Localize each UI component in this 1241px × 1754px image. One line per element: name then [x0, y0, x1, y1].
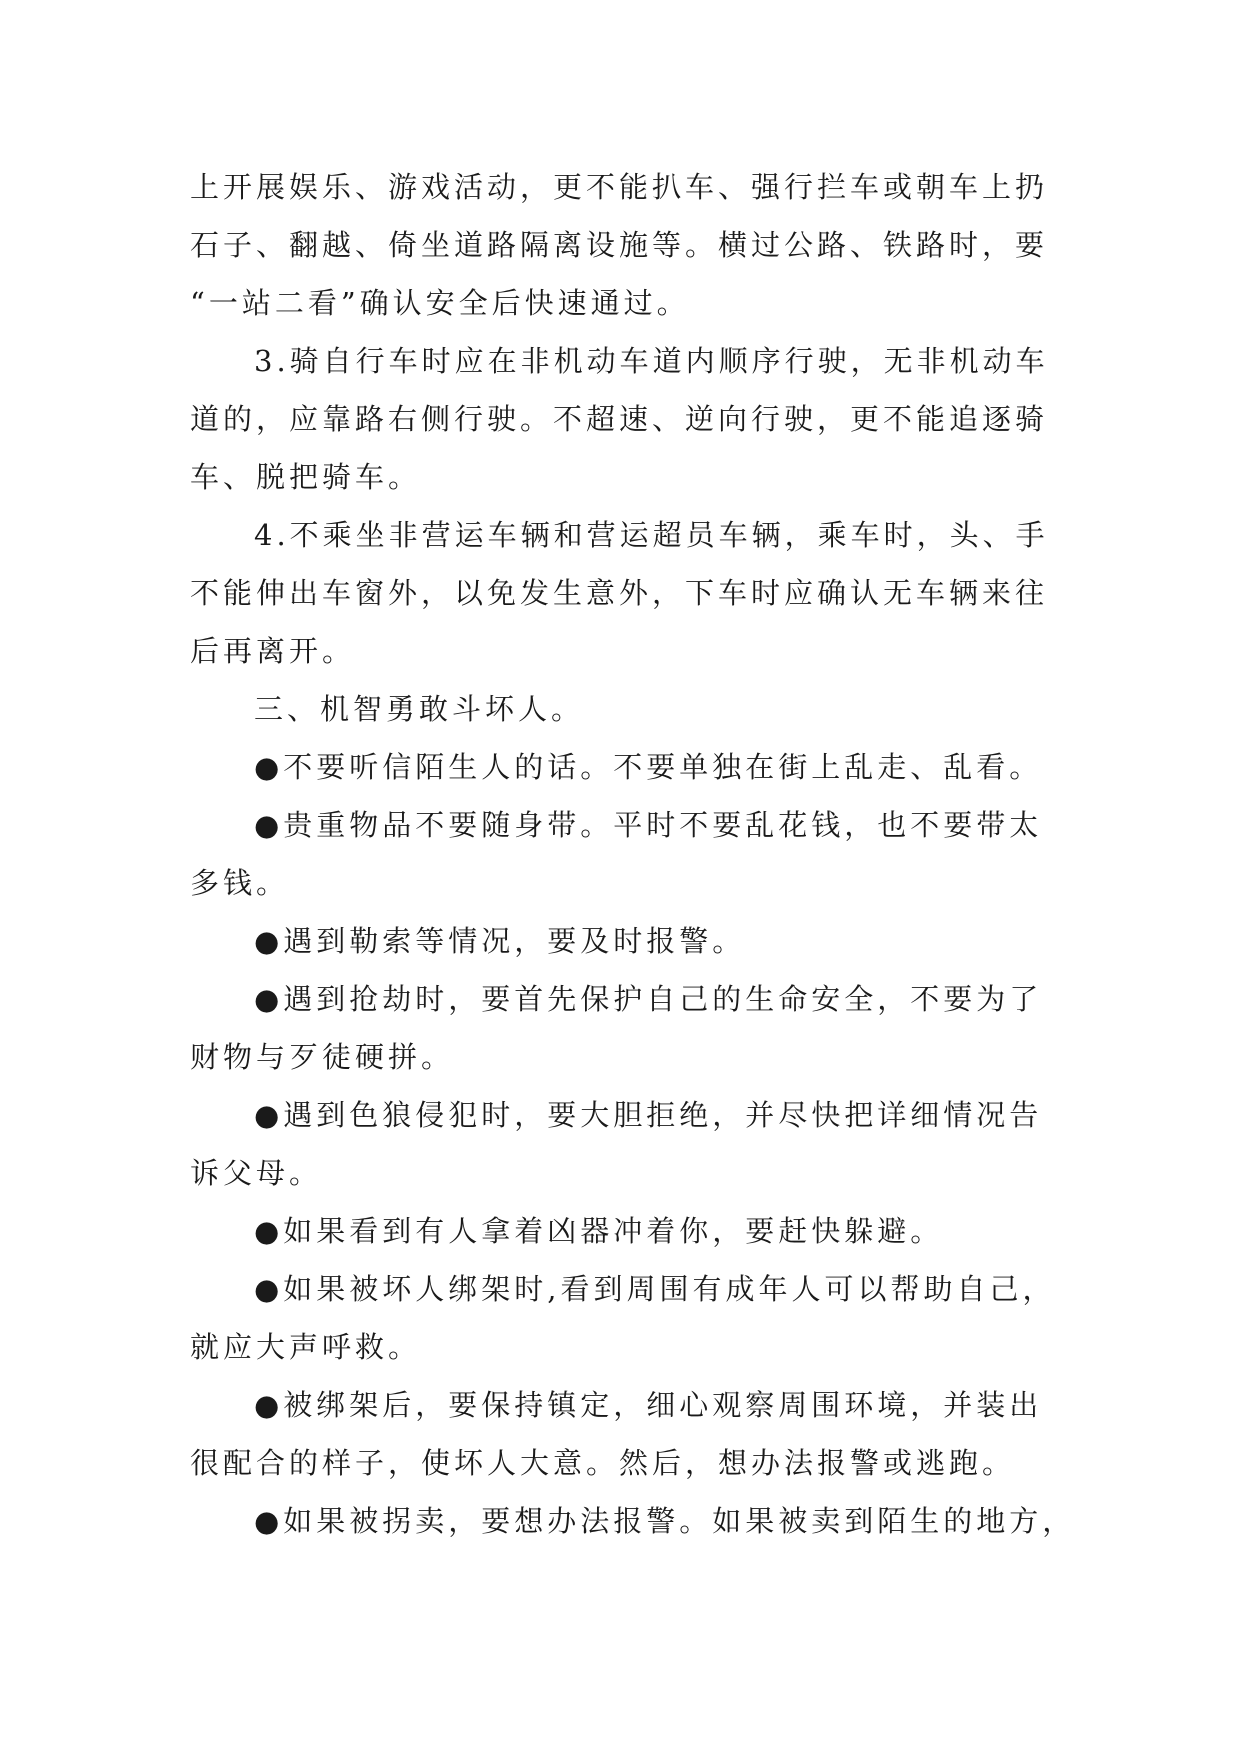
text-line: ●被绑架后，要保持镇定，细心观察周围环境，并装出	[254, 1388, 1043, 1422]
text-line: ●遇到勒索等情况，要及时报警。	[254, 924, 746, 958]
text-line: 不能伸出车窗外，以免发生意外，下车时应确认无车辆来往	[190, 576, 1049, 610]
text-line: 很配合的样子，使坏人大意。然后，想办法报警或逃跑。	[190, 1446, 1016, 1480]
text-line: 道的，应靠路右侧行驶。不超速、逆向行驶，更不能追逐骑	[190, 402, 1049, 436]
text-line: ●贵重物品不要随身带。平时不要乱花钱，也不要带太	[254, 808, 1043, 842]
text-line: 车、脱把骑车。	[190, 460, 422, 494]
text-line: 4.不乘坐非营运车辆和营运超员车辆，乘车时，头、手	[254, 518, 1049, 552]
text-line: ●遇到色狼侵犯时，要大胆拒绝，并尽快把详细情况告	[254, 1098, 1043, 1132]
text-line: 财物与歹徒硬拼。	[190, 1040, 455, 1074]
body-text	[190, 158, 1076, 1550]
text-line: 石子、翻越、倚坐道路隔离设施等。横过公路、铁路时，要	[190, 228, 1049, 262]
text-line: ●如果被坏人绑架时,看到周围有成年人可以帮助自己，	[254, 1272, 1056, 1306]
text-line: ●不要听信陌生人的话。不要单独在街上乱走、乱看。	[254, 750, 1043, 784]
text-line: ●如果被拐卖，要想办法报警。如果被卖到陌生的地方，	[254, 1504, 1076, 1538]
text-line: 3.骑自行车时应在非机动车道内顺序行驶，无非机动车	[254, 344, 1049, 378]
text-line: 多钱。	[190, 866, 290, 900]
text-line: 诉父母。	[190, 1156, 323, 1190]
text-line: 就应大声呼救。	[190, 1330, 422, 1364]
text-line: 上开展娱乐、游戏活动，更不能扒车、强行拦车或朝车上扔	[190, 170, 1049, 204]
text-line: ●如果看到有人拿着凶器冲着你，要赶快躲避。	[254, 1214, 944, 1248]
text-line: 后再离开。	[190, 634, 356, 668]
text-line: ●遇到抢劫时，要首先保护自己的生命安全，不要为了	[254, 982, 1043, 1016]
section-heading: 三、机智勇敢斗坏人。	[254, 692, 585, 726]
text-line: “一站二看”确认安全后快速通过。	[190, 286, 690, 320]
